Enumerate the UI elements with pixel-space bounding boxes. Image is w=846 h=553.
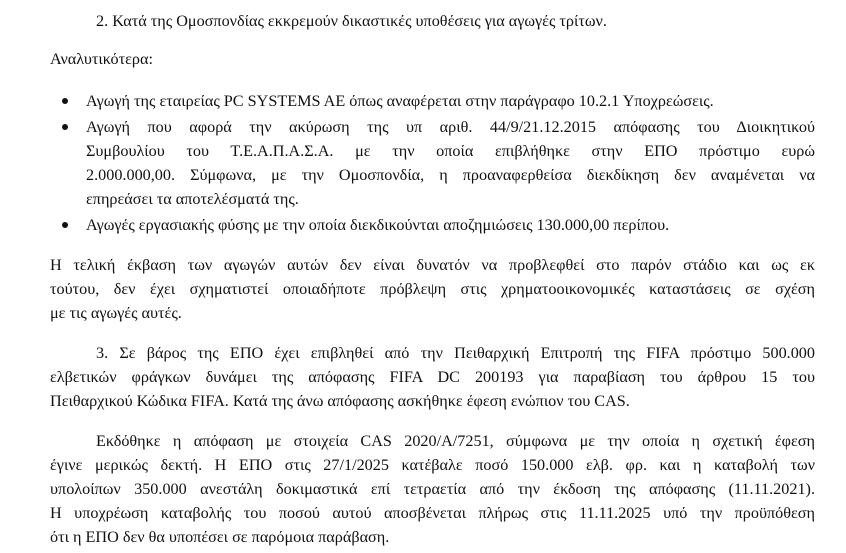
bullet-3-line-1: Αγωγές εργασιακής φύσης με την οποία διεκδικούνται αποζημιώσεις 130.000,00 περίπου.	[86, 216, 670, 234]
bullet-2-line-3: 2.000.000,00. Σύμφωνα, με την Ομοσπονδία, η προαναφερθείσα διεκδίκηση δεν αναμένεται να	[86, 166, 815, 184]
section-3-line-2: ελβετικών φράγκων δυνάμει της απόφασης FIFA DC 200193 για παραβίαση του άρθρου 15 του	[50, 368, 815, 386]
section-3-line-1: 3. Σε βάρος της ΕΠΟ έχει επιβληθεί από την Πειθαρχική Επιτροπή της FIFA πρόστιμο 500.000	[96, 344, 815, 362]
decision-line-3: υπολοίπων 350.000 ανεστάλη δοκιμαστικά επί τετραετία από την έκδοση της απόφασης (11.11.2021).	[50, 480, 815, 498]
bullet-icon	[62, 222, 68, 228]
section-3-line-3: Πειθαρχικού Κώδικα FIFA. Κατά της άνω απόφασης ασκήθηκε έφεση ενώπιον του CAS.	[50, 392, 630, 410]
conclusion-line-1: Η τελική έκβαση των αγωγών αυτών δεν είναι δυνατόν να προβλεφθεί στο παρόν στάδιο και ως εκ	[50, 256, 815, 274]
conclusion-line-2: τούτου, δεν έχει σχηματιστεί οποιαδήποτε πρόβλεψη στις χρηματοοικονομικές καταστάσεις σε σχέση	[50, 280, 815, 298]
bullet-2-line-1: Αγωγή που αφορά την ακύρωση της υπ αριθ. 44/9/21.12.2015 απόφασης του Διοικητικού	[86, 118, 815, 136]
bullet-1-line-1: Αγωγή της εταιρείας PC SYSTEMS AE όπως αναφέρεται στην παράγραφο 10.2.1 Υποχρεώσεις.	[86, 92, 714, 110]
bullet-icon	[62, 98, 68, 104]
section-2-heading: 2. Κατά της Ομοσπονδίας εκκρεμούν δικαστικές υποθέσεις για αγωγές τρίτων.	[96, 12, 607, 30]
decision-line-2: έγινε μερικώς δεκτή. Η ΕΠΟ στις 27/1/2025 κατέβαλε ποσό 150.000 ελβ. φρ. και η καταβολή των	[50, 456, 815, 474]
conclusion-line-3: με τις αγωγές αυτές.	[50, 304, 182, 322]
bullet-2-line-4: επηρεάσει τα αποτελέσματά της.	[86, 190, 299, 208]
section-2-intro: Αναλυτικότερα:	[50, 50, 153, 68]
bullet-icon	[62, 124, 68, 130]
decision-line-1: Εκδόθηκε η απόφαση με στοιχεία CAS 2020/A/7251, σύμφωνα με την οποία η σχετική έφεση	[96, 432, 815, 450]
decision-line-4: Η υποχρέωση καταβολής του ποσού αυτού αποσβένεται πλήρως στις 11.11.2025 υπό την προϋπόθεση	[50, 504, 815, 522]
decision-line-5: ότι η ΕΠΟ δεν θα υποπέσει σε παρόμοια παράβαση.	[50, 528, 390, 546]
bullet-2-line-2: Συμβουλίου του Τ.Ε.Α.Π.Α.Σ.Α. με την οποία επιβλήθηκε στην ΕΠΟ πρόστιμο ευρώ	[86, 142, 815, 160]
